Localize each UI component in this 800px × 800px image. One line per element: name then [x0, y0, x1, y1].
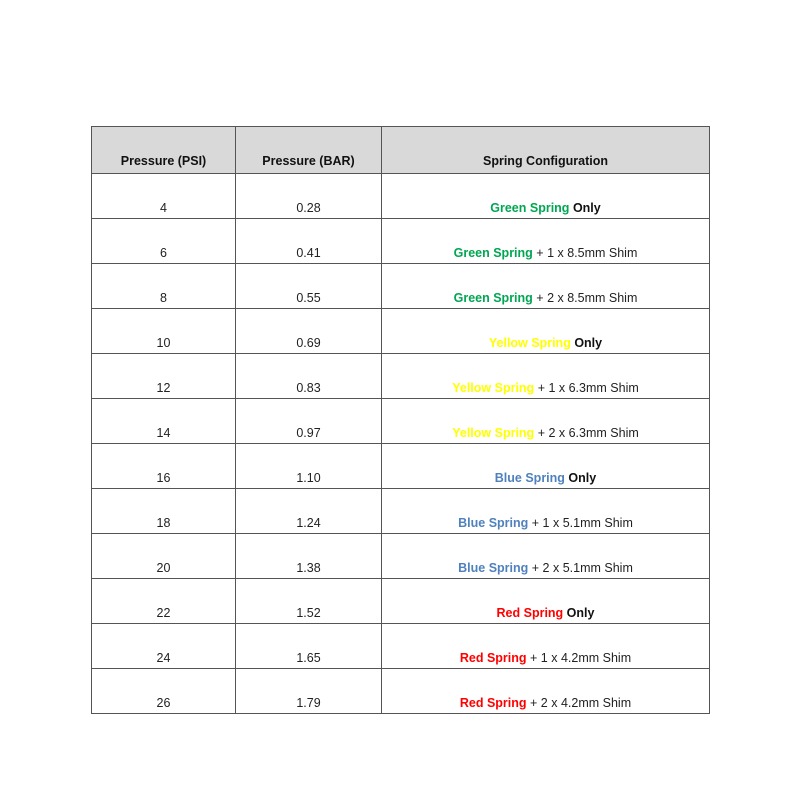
cell-pressure-psi: 26 — [92, 669, 236, 714]
spring-name: Yellow Spring — [452, 426, 535, 440]
cell-pressure-psi: 4 — [92, 174, 236, 219]
cell-pressure-psi: 20 — [92, 534, 236, 579]
table-row — [92, 669, 710, 714]
spring-name: Yellow Spring — [488, 336, 571, 350]
cell-pressure-bar: 1.10 — [236, 444, 382, 489]
table-body — [92, 174, 710, 714]
table-row — [92, 219, 710, 264]
cell-pressure-bar: 1.79 — [236, 669, 382, 714]
cell-pressure-bar: 1.24 — [236, 489, 382, 534]
spring-configuration-table — [91, 126, 710, 714]
cell-pressure-bar: 0.97 — [236, 399, 382, 444]
cell-pressure-psi: 16 — [92, 444, 236, 489]
shim-description: + 2 x 6.3mm Shim — [537, 426, 639, 440]
spring-name: Green Spring — [453, 246, 533, 260]
cell-pressure-psi: 6 — [92, 219, 236, 264]
table-row — [92, 174, 710, 219]
spring-name: Green Spring — [453, 291, 533, 305]
spring-name: Blue Spring — [458, 561, 529, 575]
spring-only-label: Only — [566, 606, 595, 620]
cell-pressure-bar: 0.41 — [236, 219, 382, 264]
cell-pressure-bar: 0.55 — [236, 264, 382, 309]
spring-name: Red Spring — [459, 696, 527, 710]
header-pressure-bar — [236, 127, 382, 174]
table-row — [92, 399, 710, 444]
table-row — [92, 444, 710, 489]
header-pressure-psi — [92, 127, 236, 174]
shim-description: + 1 x 5.1mm Shim — [531, 516, 633, 530]
header-pressure-psi-label: Pressure (PSI) — [120, 154, 207, 168]
cell-pressure-psi: 10 — [92, 309, 236, 354]
cell-pressure-psi: 12 — [92, 354, 236, 399]
header-spring-configuration — [382, 127, 710, 174]
cell-pressure-bar: 1.52 — [236, 579, 382, 624]
cell-pressure-bar: 0.28 — [236, 174, 382, 219]
cell-pressure-psi: 22 — [92, 579, 236, 624]
cell-pressure-bar: 0.69 — [236, 309, 382, 354]
spring-name: Red Spring — [459, 651, 527, 665]
cell-pressure-bar: 1.65 — [236, 624, 382, 669]
spring-name: Blue Spring — [458, 516, 529, 530]
cell-spring-configuration — [382, 624, 710, 669]
spring-name: Green Spring — [490, 201, 570, 215]
cell-pressure-psi: 18 — [92, 489, 236, 534]
spring-only-label: Only — [568, 471, 597, 485]
header-spring-configuration-label: Spring Configuration — [483, 154, 608, 168]
table-row — [92, 489, 710, 534]
spring-name: Yellow Spring — [452, 381, 535, 395]
table-header — [92, 127, 710, 174]
shim-description: + 2 x 8.5mm Shim — [536, 291, 638, 305]
table-row — [92, 264, 710, 309]
cell-spring-configuration — [382, 489, 710, 534]
shim-description: + 2 x 5.1mm Shim — [531, 561, 633, 575]
shim-description: + 1 x 4.2mm Shim — [530, 651, 632, 665]
cell-pressure-psi: 8 — [92, 264, 236, 309]
cell-spring-configuration — [382, 534, 710, 579]
cell-spring-configuration — [382, 264, 710, 309]
cell-pressure-bar: 1.38 — [236, 534, 382, 579]
shim-description: + 1 x 8.5mm Shim — [536, 246, 638, 260]
header-row — [92, 127, 710, 174]
table-row — [92, 579, 710, 624]
cell-spring-configuration — [382, 219, 710, 264]
table-row — [92, 309, 710, 354]
cell-spring-configuration — [382, 444, 710, 489]
table-row — [92, 534, 710, 579]
cell-pressure-bar: 0.83 — [236, 354, 382, 399]
spring-name: Blue Spring — [494, 471, 565, 485]
cell-spring-configuration — [382, 399, 710, 444]
shim-description: + 1 x 6.3mm Shim — [537, 381, 639, 395]
cell-spring-configuration — [382, 174, 710, 219]
spring-only-label: Only — [572, 201, 601, 215]
cell-spring-configuration — [382, 309, 710, 354]
cell-spring-configuration — [382, 354, 710, 399]
table-row — [92, 354, 710, 399]
header-pressure-bar-label: Pressure (BAR) — [262, 154, 355, 168]
cell-spring-configuration — [382, 579, 710, 624]
table-row — [92, 624, 710, 669]
cell-spring-configuration — [382, 669, 710, 714]
cell-pressure-psi: 24 — [92, 624, 236, 669]
cell-pressure-psi: 14 — [92, 399, 236, 444]
shim-description: + 2 x 4.2mm Shim — [530, 696, 632, 710]
spring-name: Red Spring — [496, 606, 564, 620]
spring-only-label: Only — [574, 336, 603, 350]
